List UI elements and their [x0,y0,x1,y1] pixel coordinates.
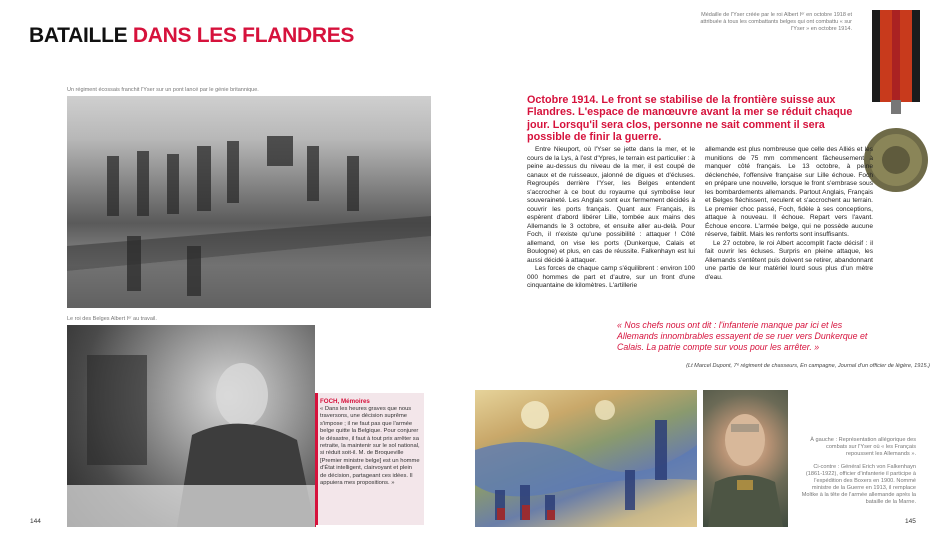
foch-text: « Dans les heures graves que nous traversons, une décision suprême s'impose ; il ne faut pas que l'armée belge quitte la Belgique. Pour conjurer le désastre, il faut à tout prix arrêter sa retraite, la maintenir sur le sol national, si réduit soit-il. M. de Broqueville [Premier ministre belge] est un homme d'État intelligent, clairvoyant et plein de décision, partageant ces idées. Il appuiera mes propositions. » [320,406,420,487]
accent-line-left [315,393,316,527]
body-paragraph: Le 27 octobre, le roi Albert accomplit l'acte décisif : il fait ouvrir les écluses. Surpris en pleine attaque, les Allemands s'entêtent puis doivent se retirer, abandonnant une partie de leur matériel lourd sous plus d'un mètre d'eau. [705,239,873,281]
foch-title: FOCH, Mémoires [320,398,370,405]
quote-source: (Lt Marcel Dupont, 7ᵉ régiment de chasseurs, En campagne, Journal d'un officier de légère, 1915.) [686,363,930,369]
photo1-caption: Un régiment écossais franchit l'Yser sur un pont lancé par le génie britannique. [67,87,259,93]
title-part-1: BATAILLE [29,24,128,47]
headline: Octobre 1914. Le front se stabilise de la frontière suisse aux Flandres. L'espace de manœuvre avant la mer se réduit chaque jour. Lorsqu'il sera clos, personne ne sait comment il sera possible de finir la guerre. [527,94,853,144]
side-caption-2: Ci-contre : Général Erich von Falkenhayn (1861-1922), officier d'infanterie il participe à l'expédition des Boxers en 1900. Nommé ministre de la Guerre en 1913, il remplace Moltke à la tête de l'armée allemande après la bataille de la Marne. [801,464,916,505]
side-caption [798,437,916,506]
body-paragraph: Les forces de chaque camp s'équilibrent : environ 100 000 hommes de part et d'autre, sur un front d'une cinquantaine de kilomètres. L'artillerie [527,265,695,289]
medal-caption: Médaille de l'Yser créée par le roi Albert Iᵉʳ en octobre 1918 et attribuée à tous les combattants belges qui ont combattu « sur l'Yser » en octobre 1914. [700,12,852,32]
title-part-2: DANS LES FLANDRES [132,24,355,47]
side-caption-1: À gauche : Représentation allégorique des combats sur l'Yser où « les Français repoussent les Allemands ». [810,437,916,457]
body-column-2 [705,146,873,282]
body-paragraph: allemande est plus nombreuse que celle des Alliés et les munitions de 75 mm commencent fâcheusement à manquer côté français. Le 13 octobre, à peine déclenchée, l'offensive française sur Lille échoue. Foch en prépare une nouvelle, lorsque le front s'embrase sous les bombardements allemands. Partout Anglais, Français et Belges fléchissent, reculent et s'accrochent au terrain. Le premier choc passé, Foch, fidèle à ses conceptions, attaque à nouveau. Il échoue. Repart vers l'avant. Échoue encore. L'armée belge, qui ne possède aucune réserve, faiblit. Mais les renforts sont insuffisants. [705,146,873,238]
page-number-left: 144 [30,518,41,525]
body-paragraph: Entre Nieuport, où l'Yser se jette dans la mer, et le cours de la Lys, à l'est d'Ypres, le terrain est particulier : à peine au-dessus du niveau de la mer, il est coupé de canaux et de ruisseaux, jalonné de digues et d'écluses. Regroupés derrière l'Yser, les Belges entendent s'accrocher à ce bout du royaume qui symbolise leur souveraineté. Les Anglais sont eux fermement décidés à couvrir les ports français. Quant aux Français, ils espèrent d'abord libérer Lille, tombée aux mains des Allemands le 3 octobre, et ensuite aller au-delà. Pour Foch, il n'existe qu'une possibilité : attaquer ! Côté allemand, on vise les ports (Dunkerque, Calais et Boulogne) et plus, en cas de réussite. Falkenhayn est lui aussi décidé à attaquer. [527,146,695,264]
soldiers-crossing-bridge-photo [67,96,431,308]
soldier-quote: « Nos chefs nous ont dit : l'infanterie manque par ici et les Allemands innombrables essayent de se ruer vers Dunkerque et Calais. La patrie compte sur vous pour les arrêter. » [617,320,868,352]
photo2-caption: Le roi des Belges Albert Iᵉʳ au travail. [67,316,157,322]
body-column-1 [527,146,695,291]
page-number-right: 145 [905,518,916,525]
page-title [29,24,354,48]
allegorical-battle-illustration [475,390,697,527]
king-albert-photo [67,325,315,527]
falkenhayn-portrait [703,390,788,527]
